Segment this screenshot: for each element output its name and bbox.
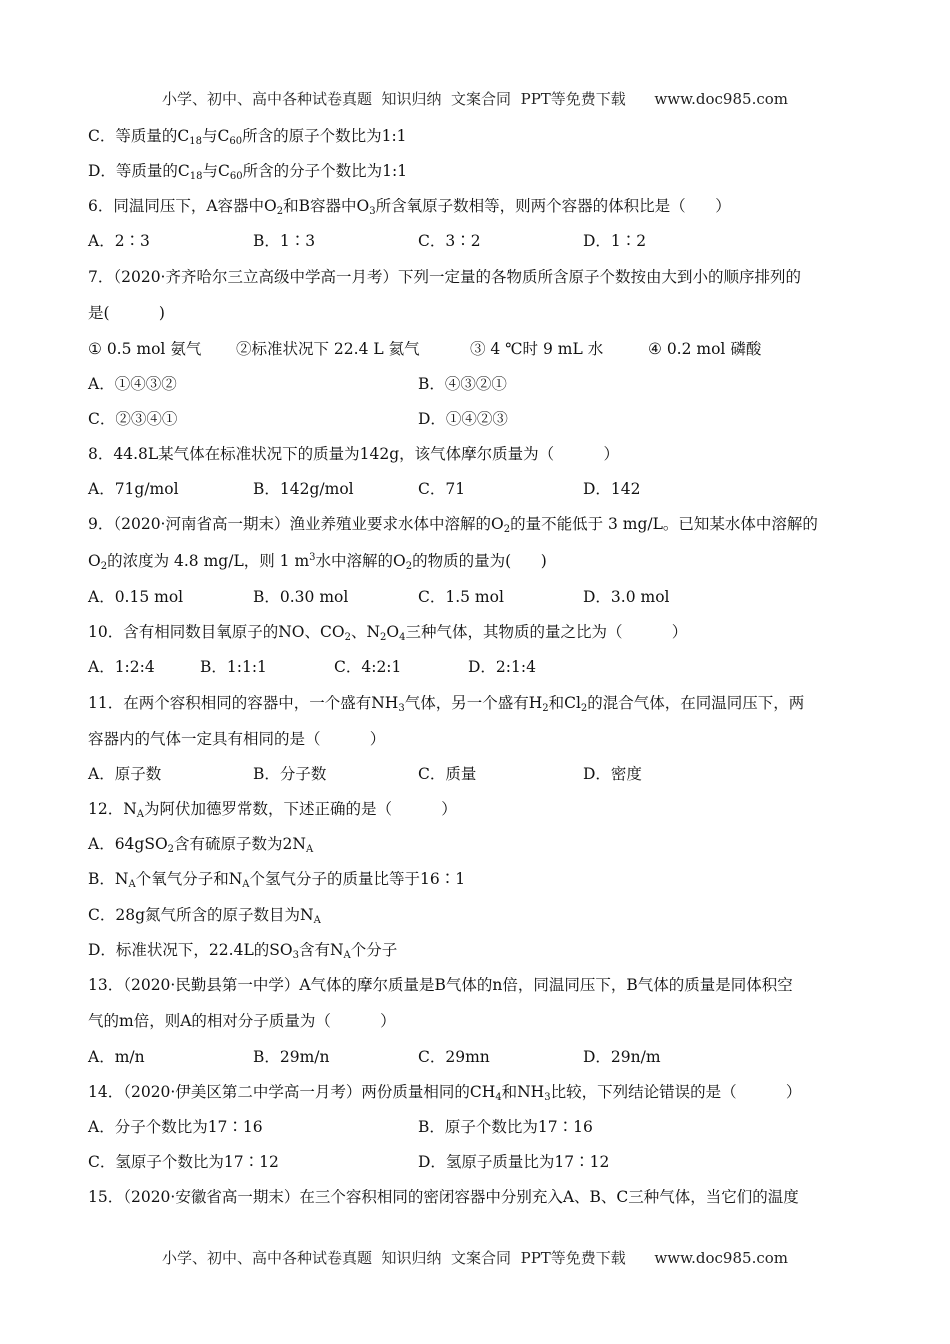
q13-stem-line1: 13．（2020·民勤县第一中学）A气体的摩尔质量是B气体的n倍，同温同压下，B气体的质量是同体积空 <box>88 976 793 994</box>
q11-stem-line2: 容器内的气体一定具有相同的是（ ） <box>88 730 386 748</box>
q6-stem: 6．同温同压下，A容器中$O_2$和B容器中$O_3$所含氧原子数相等，则两个容器的体积比是（ ） <box>88 197 731 217</box>
q7-option-b: B．④③②① <box>418 375 507 393</box>
q5-option-c: C．等质量的$C_{18}$与$C_{60}$所含的原子个数比为1:1 <box>88 127 407 147</box>
q14-option-c: C．氢原子个数比为17∶12 <box>88 1153 279 1171</box>
q8-option-b: B．142g/mol <box>253 480 354 498</box>
q7-option-a: A．①④③② <box>88 375 177 393</box>
q7-option-d: D．①④②③ <box>418 410 508 428</box>
q10-option-d: D．2:1:4 <box>468 658 536 676</box>
q10-option-a: A．1:2:4 <box>88 658 155 676</box>
q14-option-d: D．氢原子质量比为17∶12 <box>418 1153 610 1171</box>
q7-option-c: C．②③④① <box>88 410 178 428</box>
q14-option-b: B．原子个数比为17∶16 <box>418 1118 593 1136</box>
q6-option-a: A．2∶3 <box>88 232 150 250</box>
q12-option-a: A．64gSO$_2$含有硫原子数为$2N_A$ <box>88 835 314 855</box>
q13-option-c: C．29mn <box>418 1048 490 1066</box>
q11-option-b: B．分子数 <box>253 765 327 783</box>
q13-option-b: B．29m/n <box>253 1048 330 1066</box>
q7-item-3: ③ 4 ℃时 9 mL 水 <box>470 340 604 358</box>
q10-option-c: C．4:2:1 <box>334 658 402 676</box>
q13-option-d: D．29n/m <box>583 1048 661 1066</box>
q11-option-c: C．质量 <box>418 765 477 783</box>
q9-stem-line2: $O_2$的浓度为 4.8 mg/L，则 1 $m^3$水中溶解的$O_2$的物质的量为( ) <box>88 552 547 572</box>
q9-option-d: D．3.0 mol <box>583 588 670 606</box>
q9-stem-line1: 9．（2020·河南省高一期末）渔业养殖业要求水体中溶解的$O_2$的量不能低于 3 mg/L。已知某水体中溶解的 <box>88 515 818 535</box>
q10-option-b: B．1:1:1 <box>200 658 267 676</box>
q6-option-d: D．1∶2 <box>583 232 647 250</box>
q15-stem-line1: 15．（2020·安徽省高一期末）在三个容积相同的密闭容器中分别充入A、B、C三种气体，当它们的温度 <box>88 1188 799 1206</box>
q12-option-d: D．标准状况下，22.4L的$SO_3$含有$N_A$个分子 <box>88 941 398 961</box>
q7-stem-line2: 是( ) <box>88 304 165 322</box>
q11-stem-line1: 11．在两个容积相同的容器中，一个盛有$NH_3$气体，另一个盛有$H_2$和$Cl_2$的混合气体，在同温同压下，两 <box>88 694 805 714</box>
q6-option-b: B．1∶3 <box>253 232 316 250</box>
q8-stem: 8．44.8L某气体在标准状况下的质量为142g，该气体摩尔质量为（ ） <box>88 445 619 463</box>
q12-option-c: C．28g氮气所含的原子数目为$N_A$ <box>88 906 321 926</box>
q9-option-b: B．0.30 mol <box>253 588 349 606</box>
q14-option-a: A．分子个数比为17∶16 <box>88 1118 263 1136</box>
q7-item-1: ① 0.5 mol 氨气 <box>88 340 202 358</box>
q13-stem-line2: 气的m倍，则A的相对分子质量为（ ） <box>88 1012 396 1030</box>
q7-item-2: ②标准状况下 22.4 L 氦气 <box>236 340 420 358</box>
q10-stem: 10．含有相同数目氧原子的NO、$CO_2$、$N_2O_4$三种气体，其物质的量之比为（ ） <box>88 623 688 643</box>
q8-option-c: C．71 <box>418 480 466 498</box>
page-footer: 小学、初中、高中各种试卷真题 知识归纳 文案合同 PPT等免费下载 www.doc985.com <box>161 1249 788 1267</box>
q12-option-b: B．$N_A$个氧气分子和$N_A$个氢气分子的质量比等于16∶1 <box>88 870 466 890</box>
q11-option-a: A．原子数 <box>88 765 162 783</box>
q6-option-c: C．3∶2 <box>418 232 481 250</box>
q9-option-c: C．1.5 mol <box>418 588 504 606</box>
q13-option-a: A．m/n <box>88 1048 145 1066</box>
q11-option-d: D．密度 <box>583 765 642 783</box>
page-header: 小学、初中、高中各种试卷真题 知识归纳 文案合同 PPT等免费下载 www.doc985.com <box>161 90 788 108</box>
q5-option-d: D．等质量的$C_{18}$与$C_{60}$所含的分子个数比为1:1 <box>88 162 408 182</box>
q14-stem: 14．（2020·伊美区第二中学高一月考）两份质量相同的$CH_4$和$NH_3$比较，下列结论错误的是（ ） <box>88 1083 802 1103</box>
q12-stem: 12．$N_A$为阿伏加德罗常数，下述正确的是（ ） <box>88 800 457 820</box>
q7-stem-line1: 7．（2020·齐齐哈尔三立高级中学高一月考）下列一定量的各物质所含原子个数按由大到小的顺序排列的 <box>88 268 801 286</box>
q8-option-d: D．142 <box>583 480 641 498</box>
q8-option-a: A．71g/mol <box>88 480 179 498</box>
q7-item-4: ④ 0.2 mol 磷酸 <box>648 340 762 358</box>
q9-option-a: A．0.15 mol <box>88 588 184 606</box>
